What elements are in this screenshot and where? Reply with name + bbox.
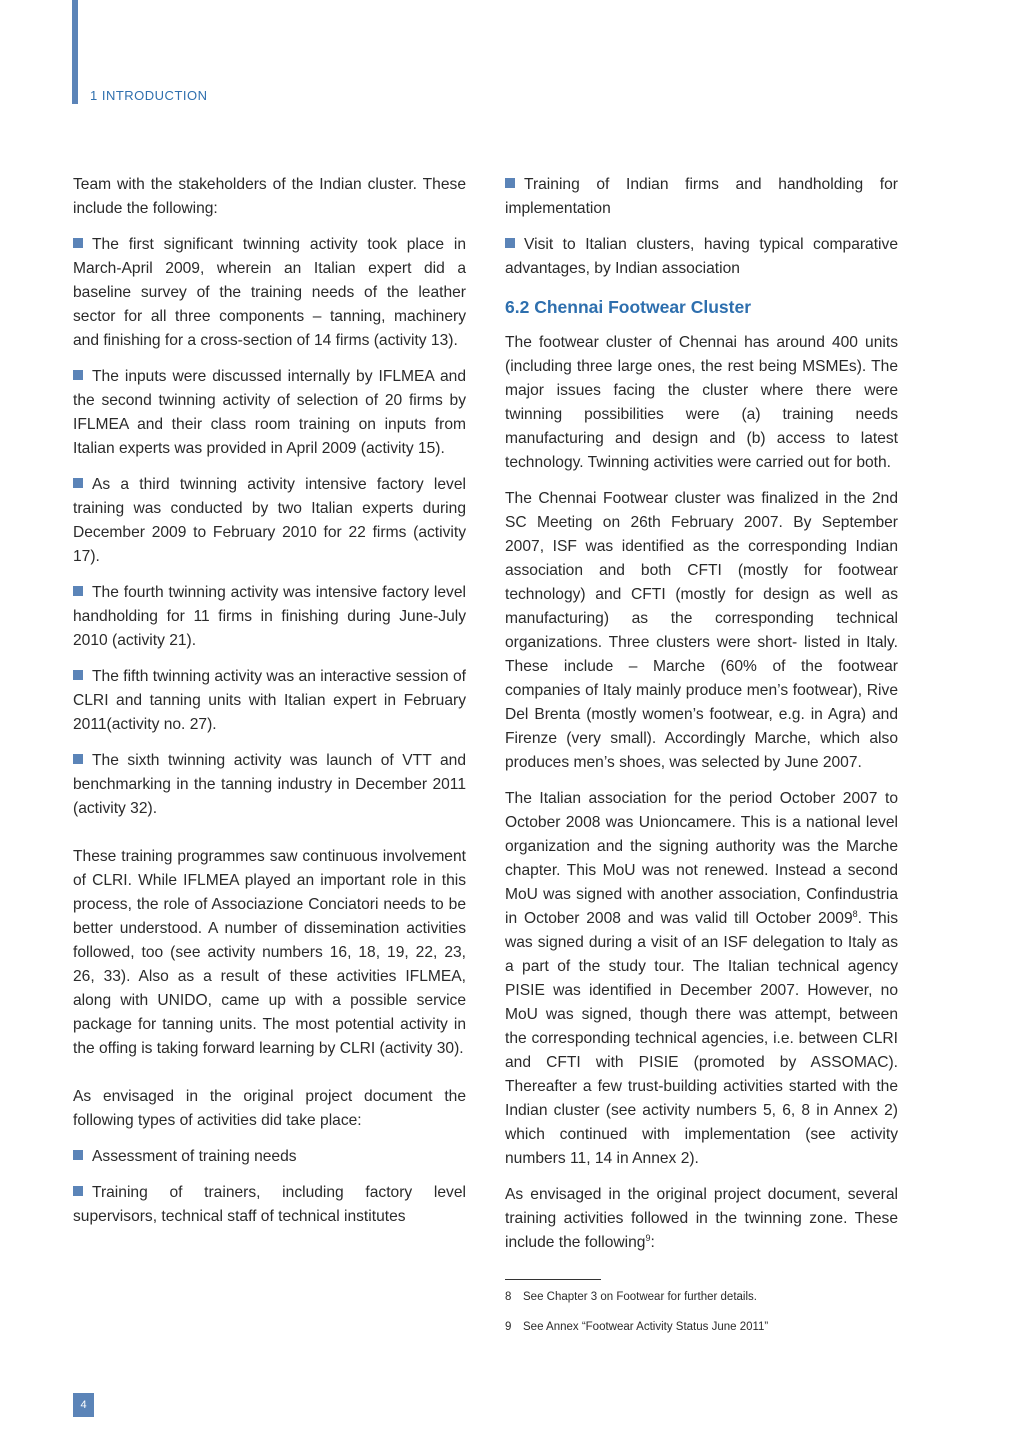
square-bullet-icon	[73, 670, 83, 680]
list-item: The fifth twinning activity was an interactive session of CLRI and tanning units with Italian expert in February 2011(activity no. 27).	[73, 668, 466, 733]
square-bullet-icon	[73, 238, 83, 248]
chennai-paragraph-1: The footwear cluster of Chennai has around 400 units (including three large ones, the rest being MSMEs). The major issues facing the cluster where there were twinning possibilities were (a) training needs manufacturing and design and (b) access to latest technology. Twinning activities were carried out for both.	[505, 334, 898, 471]
square-bullet-icon	[505, 238, 515, 248]
training-paragraph: These training programmes saw continuous involvement of CLRI. While IFLMEA played an important role in this process, the role of Associazione Conciatori needs to be better understood. A number of dissemination activities followed, too (see activity numbers 16, 18, 19, 22, 23, 26, 33). Also as a result of these activities IFLMEA, along with UNIDO, came up with a possible service package for tanning units. The most potential activity in the offing is taking forward learning by CLRI (activity 30).	[73, 848, 466, 1057]
square-bullet-icon	[73, 754, 83, 764]
footnote-ref-9[interactable]: 9	[645, 1232, 651, 1243]
list-item: As a third twinning activity intensive factory level training was conducted by two Italian experts during December 2009 to February 2010 for 22 firms (activity 17).	[73, 476, 466, 565]
list-item: The fourth twinning activity was intensive factory level handholding for 11 firms in finishing during June-July 2010 (activity 21).	[73, 584, 466, 649]
list-item: The inputs were discussed internally by IFLMEA and the second twinning activity of selection of 20 firms by IFLMEA and their class room training on inputs from Italian experts was provided in April 2009 (activity 15).	[73, 368, 466, 457]
section-heading: 6.2 Chennai Footwear Cluster	[505, 297, 752, 317]
header-accent-bar	[72, 0, 78, 104]
square-bullet-icon	[505, 178, 515, 188]
page-number: 4	[73, 1393, 94, 1417]
footnote-ref-8[interactable]: 8	[852, 908, 858, 919]
list-item: Visit to Italian clusters, having typical comparative advantages, by Indian association	[505, 236, 898, 277]
list-item: Training of Indian firms and handholding for implementation	[505, 176, 898, 217]
list-item: The first significant twinning activity took place in March-April 2009, wherein an Italian expert did a baseline survey of the training needs of the leather sector for all three components – tanning, machinery and finishing for a cross-section of 14 firms (activity 13).	[73, 236, 466, 349]
list-item: The sixth twinning activity was launch of VTT and benchmarking in the tanning industry in December 2011 (activity 32).	[73, 752, 466, 817]
right-column	[505, 173, 898, 1348]
square-bullet-icon	[73, 478, 83, 488]
footnote: 8 See Chapter 3 on Footwear for further details.	[505, 1291, 757, 1303]
chennai-paragraph-2: The Chennai Footwear cluster was finalized in the 2nd SC Meeting on 26th February 2007. By September 2007, ISF was identified as the corresponding Indian association and both CFTI (mostly for footwear technology) and CFTI (mostly for design as well as manufacturing) as the corresponding technical organizations. Three clusters were short- listed in Italy. These include – Marche (60% of the footwear companies of Italy mainly produce men’s footwear), Rive Del Brenta (mostly women’s footwear, e.g. in Agra) and Firenze (very small). Accordingly Marche, which also produces men’s shoes, was selected by June 2007.	[505, 490, 898, 771]
square-bullet-icon	[73, 1150, 83, 1160]
chennai-paragraph-3: The Italian association for the period October 2007 to October 2008 was Unioncamere. This is a national level organization and the signing authority was the Marche chapter. This MoU was not renewed. Instead a second MoU was signed with another association, Confindustria in October 2008 and was valid till October 2009$^8$. This was signed during a visit of an ISF delegation to Italy as a part of the study tour. The Italian technical agency PISIE was identified in December 2007. However, no MoU was signed, though there was attempt, between the corresponding technical agencies, i.e. between CLRI and CFTI with PISIE (promoted by ASSOMAC). Thereafter a few trust-building activities started with the Indian cluster (see activity numbers 5, 6, 8 in Annex 2) which continued with implementation (see activity numbers 11, 14 in Annex 2).	[505, 790, 898, 1167]
intro-paragraph: Team with the stakeholders of the Indian cluster. These include the following:	[73, 176, 466, 217]
list-item: Training of trainers, including factory level supervisors, technical staff of technical institutes	[73, 1184, 466, 1225]
square-bullet-icon	[73, 370, 83, 380]
running-header: 1 INTRODUCTION	[90, 88, 208, 103]
chennai-paragraph-4: As envisaged in the original project document, several training activities followed in the twinning zone. These include the following$^9$:	[505, 1186, 898, 1251]
footnote-divider	[505, 1279, 601, 1280]
envisaged-paragraph: As envisaged in the original project document the following types of activities did take place:	[73, 1088, 466, 1129]
footnote: 9 See Annex “Footwear Activity Status June 2011”	[505, 1321, 769, 1333]
left-column	[73, 173, 466, 1241]
list-item: Assessment of training needs	[73, 1145, 466, 1169]
square-bullet-icon	[73, 586, 83, 596]
square-bullet-icon	[73, 1186, 83, 1196]
